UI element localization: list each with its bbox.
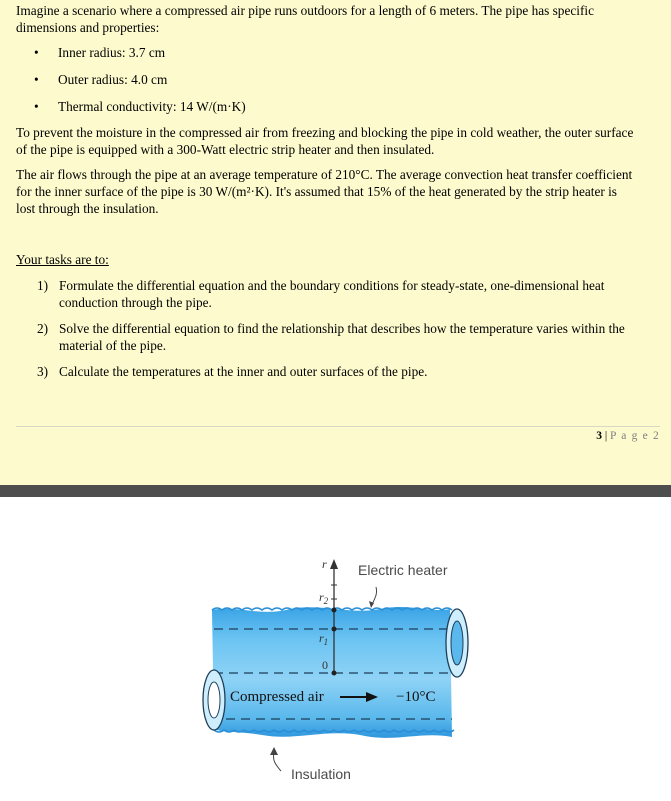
property-item: • Inner radius: 3.7 cm [34,45,166,60]
heater-arrow-icon [372,587,377,605]
zero-label: 0 [322,658,328,672]
tasks-heading: Your tasks are to: [16,252,109,267]
r1-label: $r_1$ [319,631,329,647]
pipe-figure [0,497,671,796]
r1-point [332,627,337,632]
task-item: 2) Solve the differential equation to find the relationship that describes how the temperature varies within the material of the pipe. [37,321,625,353]
property-item: • Outer radius: 4.0 cm [34,72,168,87]
compressed-air-label: Compressed air [230,689,324,705]
insulation-label: Insulation [291,766,351,782]
bullet-icon: • [34,45,39,60]
axis-label: r [322,557,327,571]
footer-divider [16,426,660,427]
flow-paragraph: The air flows through the pipe at an average temperature of 210°C. The average convection heat transfer coefficient for the inner surface of the pipe is 30 W/(m²·K). It's assumed that 15% of the heat generated by the strip heater is lost through the insulation. [16,167,633,216]
bullet-icon: • [34,99,39,114]
bullet-icon: • [34,72,39,87]
r2-label: $r_2$ [319,590,329,606]
electric-heater-label: Electric heater [358,562,448,578]
axis-arrowhead [330,559,338,569]
r2-point [332,608,337,613]
property-item: • Thermal conductivity: 14 W/(m·K) [34,99,246,114]
origin-point [332,671,337,676]
page-number: 3 | P a g e 2 [596,430,660,442]
task-item: 3) Calculate the temperatures at the inner and outer surfaces of the pipe. [37,364,428,379]
temperature-label: −10°C [396,689,436,705]
heater-paragraph: To prevent the moisture in the compressed air from freezing and blocking the pipe in cold weather, the outer surface of the pipe is equipped with a 300-Watt electric strip heater and then insulated. [16,125,634,157]
task-item: 1) Formulate the differential equation and the boundary conditions for steady-state, one-dimensional heat conduction through the pipe. [37,278,605,310]
page-separator-band [0,485,671,497]
intro-paragraph: Imagine a scenario where a compressed air pipe runs outdoors for a length of 6 meters. The pipe has specific dimensions and properties: [16,3,594,35]
